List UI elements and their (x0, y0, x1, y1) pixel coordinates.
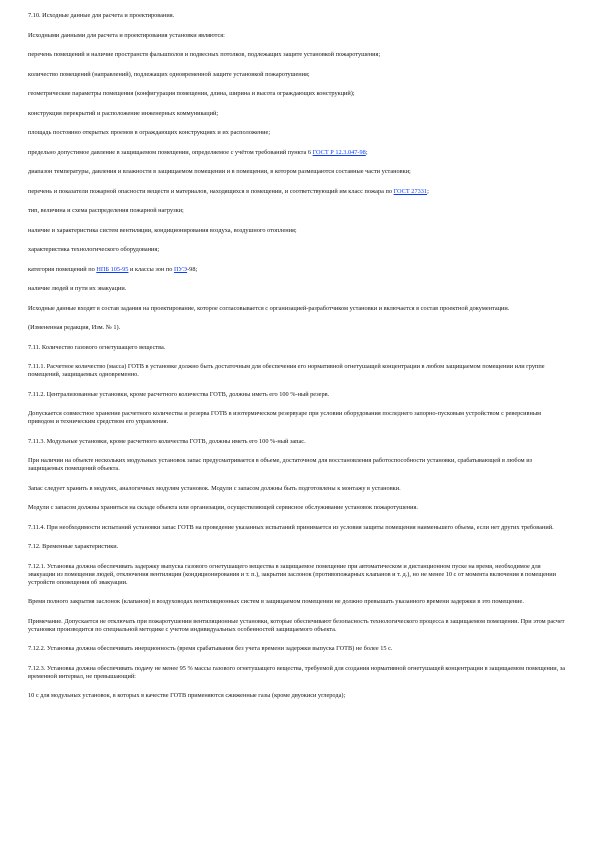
max-pressure-text: предельно допустимое давление в защищаемом помещении, определяемое с учётом требований пункта 6 (28, 148, 313, 156)
list-item-equipment: характеристика технологического оборудования; (28, 246, 160, 253)
paragraph-7-12-2: 7.12.2. Установка должна обеспечивать инерционность (время срабатывания без учета времени задержки выпуска ГОТВ) не более 15 с. (28, 645, 393, 652)
paragraph-design-task: Исходные данные входят в состав задания на проектирование, которое согласовывается с организацией-разработчиком установки и включается в состав проектной документации. (28, 304, 510, 312)
npb-105-95-link[interactable]: НПБ 105-95 (96, 265, 129, 273)
section-7-12-heading: 7.12. Временные характеристики. (28, 543, 119, 550)
paragraph-multiple-modules: При наличии на объекте нескольких модульных установок запас предусматривается в объеме, достаточном для восстановления работоспособности установки, срабатывающей в любом из защищаемых помещений объекта. (28, 457, 533, 472)
list-item-ventilation: наличие и характеристика систем вентиляции, кондиционирования воздуха, воздушного отопления; (28, 226, 297, 234)
paragraph-initial-data-intro: Исходными данными для расчета и проектирования установки являются: (28, 31, 225, 39)
paragraph-7-11-4: 7.11.4. При необходимости испытаний установки запас ГОТВ на проведение указанных испытаний принимается из условия защиты помещения наименьшего объема, если нет других требований. (28, 523, 554, 531)
section-7-11-heading: 7.11. Количество газового огнетушащего вещества. (28, 343, 166, 351)
list-item-openings: площадь постоянно открытых проемов в ограждающих конструкциях и их расположение; (28, 129, 271, 136)
paragraph-reserve-warehouse: Модули с запасом должны храниться на складе объекта или организации, осуществляющей сервисное обслуживание установок пожаротушения. (28, 504, 418, 511)
list-item-max-pressure (28, 149, 566, 157)
paragraph-7-12-1: 7.12.1. Установка должна обеспечивать задержку выпуска газового огнетушащего вещества в защищаемое помещение при автоматическом и дистанционном пуске на время, необходимое для эвакуации из помещения людей, отключения вентиляции (кондиционирования и т. п.), закрытия заслонок (противопожарных клапанов и т. д.), но не менее 10 с от момента включения в помещении устройств оповещения об эвакуации. (28, 562, 556, 586)
gost-27331-link[interactable]: ГОСТ 27331 (393, 187, 428, 195)
list-item-fire-hazard (28, 188, 566, 196)
fire-hazard-text: перечень и показатели пожарной опасности веществ и материалов, находящихся в помещении, и соответствующий им класс пожара по (28, 187, 394, 195)
paragraph-damper-closing: Время полного закрытия заслонок (клапанов) в воздуховодах вентиляционных систем в защищаемом помещении не должно превышать указанного времени задержки в это помещение. (28, 598, 524, 605)
paragraph-note-ventilation: Примечание. Допускается не отключать при пожаротушении вентиляционные установки, которые обеспечивают безопасность технологического процесса в защищаемом помещении. При этом расчет установки производится по специальной методике с учетом индивидуальных особенностей защищаемого объекта. (28, 617, 565, 633)
document-page (28, 12, 566, 712)
paragraph-joint-storage: Допускается совместное хранение расчетного количества и резерва ГОТВ в изотермическом резервуаре при условии оборудования последнего запорно-пусковым устройством с реверсивным приводом и техническим средством его управления. (28, 410, 542, 425)
max-pressure-tail: ; (365, 148, 368, 156)
paragraph-reserve-storage: Запас следует хранить в модулях, аналогичных модулям установок. Модули с запасом должны быть подготовлены к монтажу в установки. (28, 484, 401, 492)
list-item-room-count: количество помещений (направлений), подлежащих одновременной защите установкой пожаротушения; (28, 70, 310, 78)
list-item-geometry: геометрические параметры помещения (конфигурация помещения, длина, ширина и высота ограждающих конструкций); (28, 90, 355, 97)
list-item-room-category (28, 266, 566, 274)
paragraph-7-11-2: 7.11.2. Централизованные установки, кроме расчетного количества ГОТВ, должны иметь его 100 %-ный резерв. (28, 390, 330, 398)
list-item-fire-load: тип, величина и схема распределения пожарной нагрузки; (28, 207, 184, 214)
list-item-temperature: диапазон температуры, давления и влажности в защищаемом помещении и в помещении, в котором размещаются составные части установки; (28, 168, 411, 175)
paragraph-7-12-3: 7.12.3. Установка должна обеспечивать подачу не менее 95 % массы газового огнетушащего вещества, требуемой для создания нормативной огнетушащей концентрации в защищаемом помещении, за временной интервал, не превышающий: (28, 664, 566, 680)
list-item-ceilings: конструкция перекрытий и расположение инженерных коммуникаций; (28, 109, 219, 117)
paragraph-7-11-1: 7.11.1. Расчетное количество (масса) ГОТВ в установке должно быть достаточным для обеспечения его нормативной огнетушащей концентрации в любом защищаемом помещении или группе помещений, защищаемых одновременно. (28, 363, 545, 378)
paragraph-7-11-3: 7.11.3. Модульные установки, кроме расчетного количества ГОТВ, должны иметь его 100 %-ный запас. (28, 437, 306, 445)
section-7-10-heading: 7.10. Исходные данные для расчета и проектирования. (28, 12, 175, 19)
paragraph-module-time: 10 с для модульных установок, в которых в качестве ГОТВ применяются сжиженные газы (кроме двуокиси углерода); (28, 692, 346, 699)
gost-r-12-3-047-link[interactable]: ГОСТ Р 12.3.047-98 (312, 148, 366, 156)
room-category-middle: и классы зон по (128, 265, 174, 273)
room-category-text: категория помещений по (28, 265, 97, 273)
amendment-note: (Измененная редакция, Изм. № 1). (28, 324, 121, 331)
list-item-people: наличие людей и пути их эвакуации. (28, 285, 127, 292)
list-item-room-list: перечень помещений и наличие пространств фальшполов и подвесных потолков, подлежащих защите установкой пожаротушения; (28, 51, 381, 58)
fire-hazard-tail: ; (427, 187, 429, 195)
room-category-tail: -98; (187, 265, 198, 273)
pue-link[interactable]: ПУЭ (173, 265, 188, 273)
